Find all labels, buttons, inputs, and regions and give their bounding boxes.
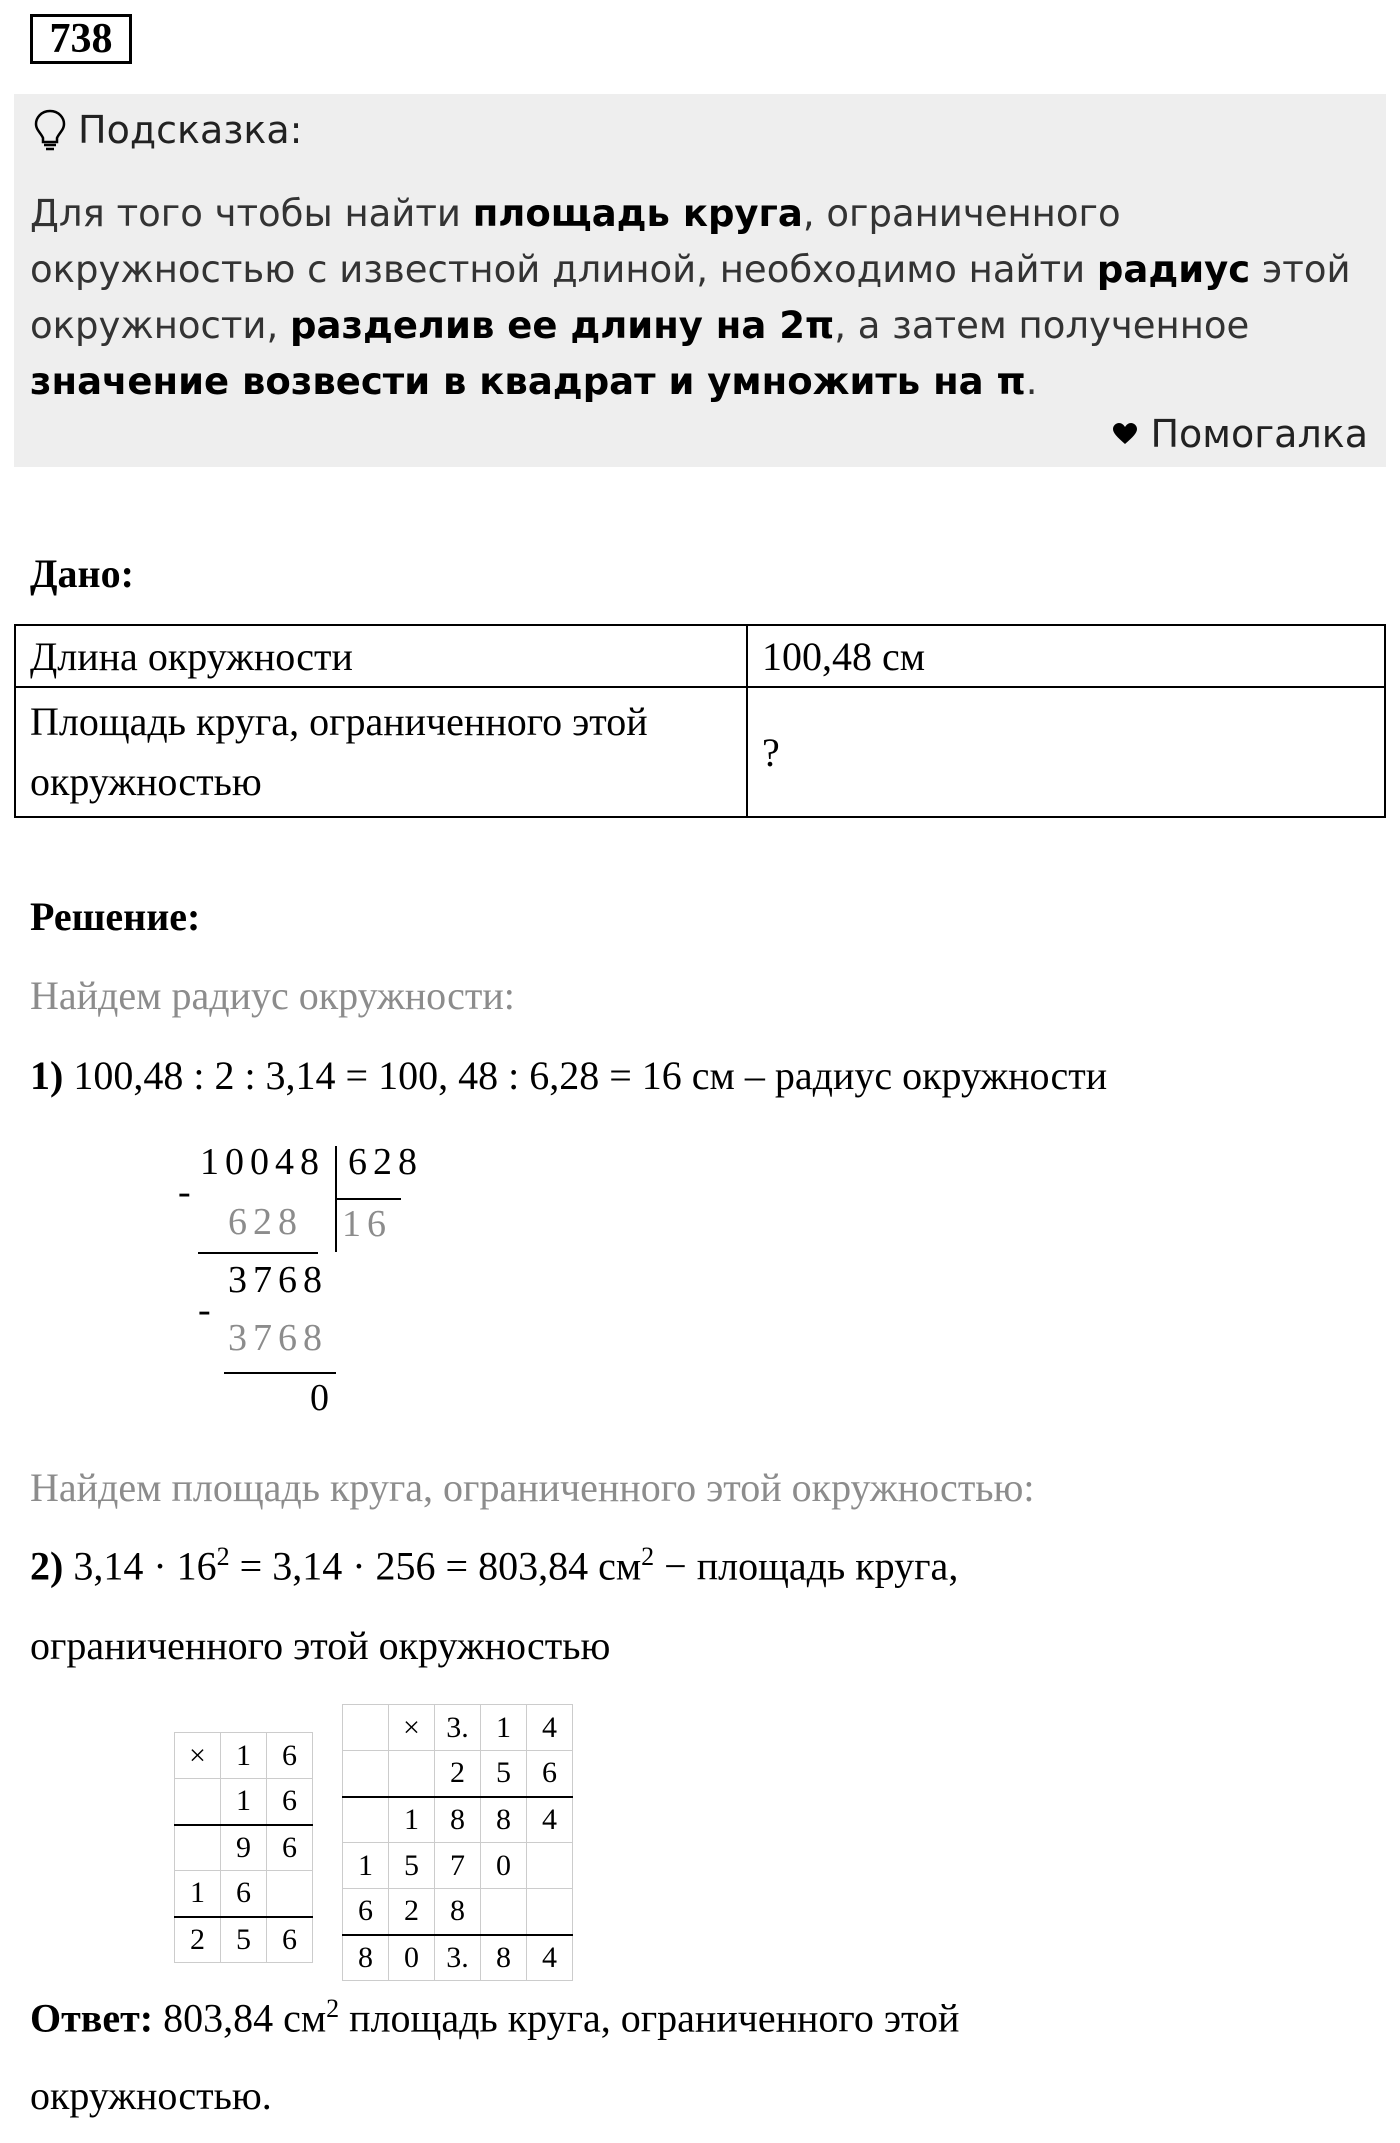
grid-cell bbox=[527, 1843, 573, 1889]
minus-sign: - bbox=[178, 1171, 191, 1213]
given-value: 100,48 см bbox=[747, 625, 1385, 687]
grid-cell: 5 bbox=[389, 1843, 435, 1889]
hint-text-part: , ограниченного окружностью с известной длиной, необходимо найти bbox=[30, 192, 1121, 291]
step2-exponent: 2 bbox=[216, 1542, 230, 1571]
step1-text: 100,48 : 2 : 3,14 = 100, 48 : 6,28 = 16 см – радиус окружности bbox=[63, 1053, 1108, 1098]
grid-cell: 3. bbox=[435, 1705, 481, 1751]
hint-text-part: , а затем полученное bbox=[834, 304, 1250, 347]
multiplication-16x16 bbox=[174, 1732, 313, 1963]
hint-header bbox=[32, 108, 302, 152]
grid-cell: 6 bbox=[267, 1825, 313, 1871]
division-quotient-line bbox=[337, 1198, 401, 1200]
given-label: Длина окружности bbox=[15, 625, 747, 687]
answer-line bbox=[30, 1994, 959, 2041]
grid-cell: 1 bbox=[343, 1843, 389, 1889]
grid-row bbox=[175, 1917, 313, 1963]
grid-row bbox=[175, 1779, 313, 1825]
hint-footer[interactable] bbox=[1112, 412, 1368, 456]
hint-box bbox=[14, 94, 1386, 467]
multiplication-314x256 bbox=[342, 1704, 573, 1981]
hint-keyword: площадь круга bbox=[472, 192, 803, 235]
given-value: ? bbox=[747, 687, 1385, 817]
grid-row bbox=[343, 1705, 573, 1751]
step2-text-b: = 3,14 · 256 = 803,84 см bbox=[229, 1543, 642, 1589]
minus-sign: - bbox=[198, 1289, 211, 1331]
grid-cell bbox=[343, 1751, 389, 1797]
step2-exponent-2: 2 bbox=[641, 1542, 655, 1571]
grid-cell bbox=[343, 1797, 389, 1843]
solution-heading: Решение: bbox=[30, 894, 201, 939]
quotient: 16 bbox=[342, 1203, 392, 1245]
grid-cell: 1 bbox=[221, 1779, 267, 1825]
grid-cell: 4 bbox=[527, 1797, 573, 1843]
grid-cell: 0 bbox=[481, 1843, 527, 1889]
grid-cell: 2 bbox=[435, 1751, 481, 1797]
answer-exponent: 2 bbox=[326, 1994, 340, 2023]
grid-cell bbox=[175, 1825, 221, 1871]
grid-cell: 1 bbox=[221, 1733, 267, 1779]
grid-cell bbox=[527, 1889, 573, 1935]
dividend: 10048 bbox=[200, 1141, 325, 1183]
step2-intro: Найдем площадь круга, ограниченного этой окружностью: bbox=[30, 1465, 1035, 1510]
grid-cell: 5 bbox=[481, 1751, 527, 1797]
grid-cell: 8 bbox=[481, 1797, 527, 1843]
answer-text-a: 803,84 см bbox=[153, 1995, 327, 2041]
problem-number: 738 bbox=[30, 14, 132, 64]
grid-cell: 6 bbox=[343, 1889, 389, 1935]
grid-row bbox=[175, 1733, 313, 1779]
division-line-1 bbox=[198, 1252, 318, 1254]
grid-cell: 8 bbox=[343, 1935, 389, 1981]
step2-line-2: ограниченного этой окружностью bbox=[30, 1623, 611, 1668]
step2-line bbox=[30, 1542, 958, 1589]
grid-cell: 7 bbox=[435, 1843, 481, 1889]
grid-cell: 0 bbox=[389, 1935, 435, 1981]
grid-cell: 9 bbox=[221, 1825, 267, 1871]
grid-cell bbox=[343, 1705, 389, 1751]
heart-icon bbox=[1112, 422, 1138, 446]
remainder-1: 3768 bbox=[228, 1259, 328, 1301]
grid-cell: 8 bbox=[481, 1935, 527, 1981]
step2-number: 2) bbox=[30, 1543, 64, 1589]
grid-cell: × bbox=[175, 1733, 221, 1779]
grid-cell bbox=[175, 1779, 221, 1825]
given-heading: Дано: bbox=[30, 551, 134, 596]
step1-intro: Найдем радиус окружности: bbox=[30, 973, 515, 1018]
remainder-2: 0 bbox=[310, 1377, 335, 1419]
grid-cell: 8 bbox=[435, 1889, 481, 1935]
grid-cell: 6 bbox=[221, 1871, 267, 1917]
grid-row bbox=[343, 1935, 573, 1981]
division-line-2 bbox=[224, 1372, 336, 1374]
grid-cell: 3. bbox=[435, 1935, 481, 1981]
grid-cell: 1 bbox=[389, 1797, 435, 1843]
subtrahend-1: 628 bbox=[228, 1201, 303, 1243]
long-division bbox=[180, 1140, 480, 1430]
divisor: 628 bbox=[348, 1141, 423, 1183]
subtrahend-2: 3768 bbox=[228, 1317, 328, 1359]
step2-text-a: 3,14 · 16 bbox=[63, 1543, 217, 1589]
given-row bbox=[15, 687, 1385, 817]
hint-text-part: этой окружности, bbox=[30, 248, 1351, 347]
grid-cell: 2 bbox=[175, 1917, 221, 1963]
grid-row bbox=[343, 1843, 573, 1889]
grid-cell: 6 bbox=[267, 1779, 313, 1825]
grid-cell: 1 bbox=[175, 1871, 221, 1917]
grid-row bbox=[343, 1797, 573, 1843]
grid-cell: 6 bbox=[267, 1733, 313, 1779]
step1-number: 1) bbox=[30, 1053, 64, 1098]
grid-cell: 4 bbox=[527, 1935, 573, 1981]
grid-cell bbox=[389, 1751, 435, 1797]
hint-text bbox=[30, 186, 1370, 410]
grid-cell: 5 bbox=[221, 1917, 267, 1963]
grid-row bbox=[343, 1889, 573, 1935]
grid-cell: 1 bbox=[481, 1705, 527, 1751]
answer-label: Ответ: bbox=[30, 1995, 154, 2041]
step1-line bbox=[30, 1052, 1107, 1099]
grid-cell: × bbox=[389, 1705, 435, 1751]
given-row bbox=[15, 625, 1385, 687]
grid-row bbox=[175, 1825, 313, 1871]
grid-row bbox=[343, 1751, 573, 1797]
grid-cell bbox=[481, 1889, 527, 1935]
answer-text-b: площадь круга, ограниченного этой bbox=[339, 1995, 960, 2041]
hint-text-part: . bbox=[1025, 360, 1038, 403]
hint-keyword: разделив ее длину на 2π bbox=[290, 304, 835, 347]
grid-cell: 8 bbox=[435, 1797, 481, 1843]
hint-title: Подсказка: bbox=[78, 108, 303, 152]
grid-cell: 4 bbox=[527, 1705, 573, 1751]
lightbulb-icon bbox=[32, 108, 68, 152]
hint-footer-label: Помогалка bbox=[1150, 412, 1368, 456]
hint-text-part: Для того чтобы найти bbox=[30, 192, 473, 235]
grid-row bbox=[175, 1871, 313, 1917]
hint-keyword: радиус bbox=[1096, 248, 1251, 291]
grid-cell: 2 bbox=[389, 1889, 435, 1935]
answer-line-2: окружностью. bbox=[30, 2073, 272, 2118]
grid-cell: 6 bbox=[267, 1917, 313, 1963]
step2-text-c: − площадь круга, bbox=[654, 1543, 959, 1589]
hint-keyword: значение возвести в квадрат и умножить на π bbox=[30, 360, 1026, 403]
grid-cell: 6 bbox=[527, 1751, 573, 1797]
grid-cell bbox=[267, 1871, 313, 1917]
given-label: Площадь круга, ограниченного этой окружностью bbox=[15, 687, 747, 817]
given-table bbox=[14, 624, 1386, 818]
